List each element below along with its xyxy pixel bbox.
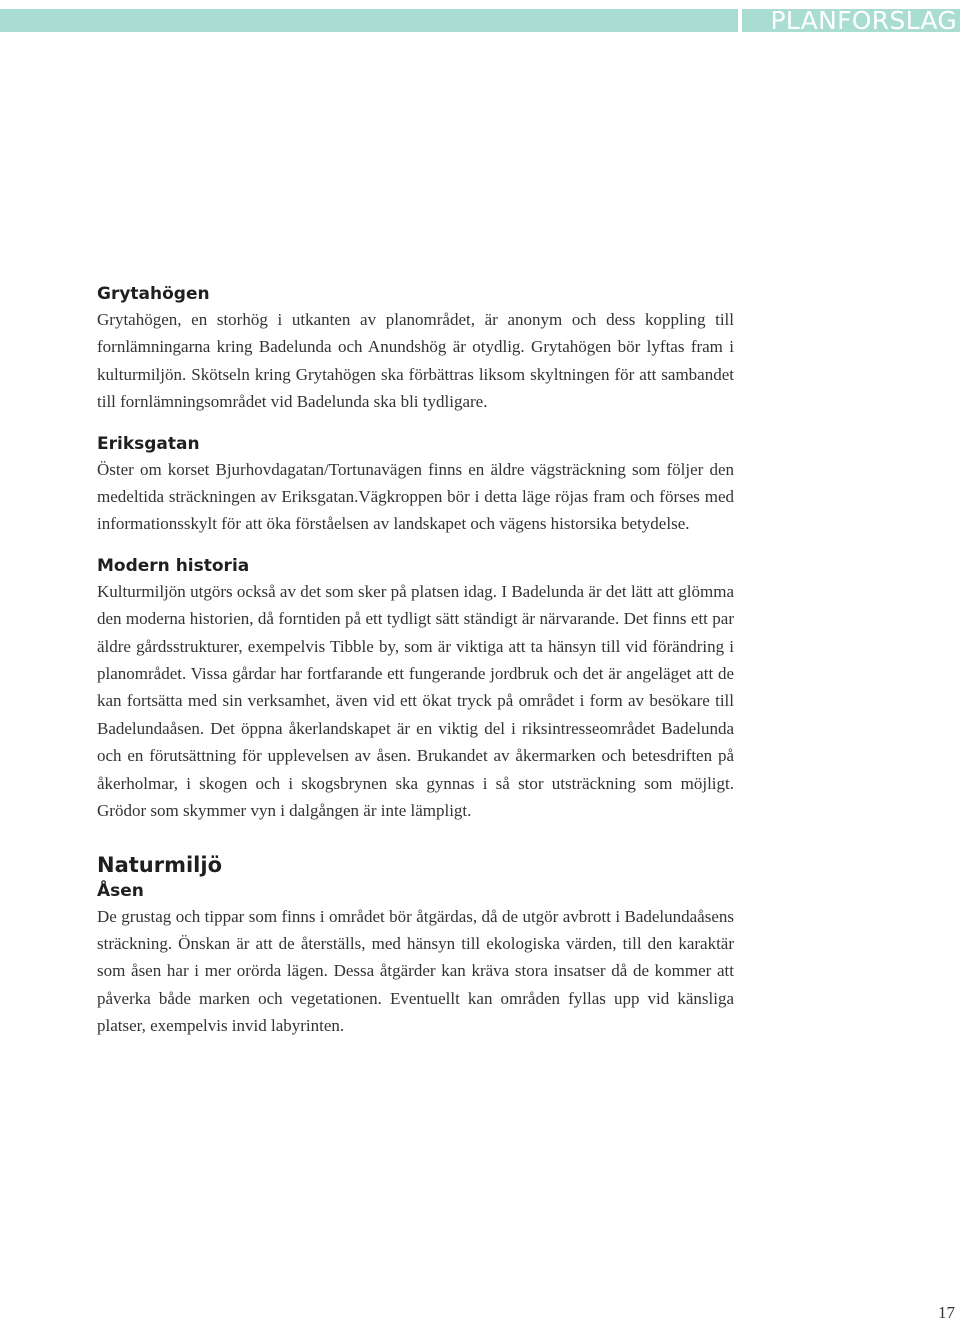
spacer [97,416,734,432]
heading-eriksgatan: Eriksgatan [97,433,200,454]
header-bar [0,9,738,32]
page-section-title: PLANFÖRSLAG [770,6,957,35]
main-content [97,282,734,1040]
paragraph-grytahogen: Grytahögen, en storhög i utkanten av planområdet, är anonym och dess koppling till fornlämningarna kring Badelunda och Anundshög är otydlig. Grytahögen bör lyftas fram i kulturmiljön. Skötseln kring Grytahögen ska förbättras liksom skyltningen för att sambandet till fornlämningsområdet vid Badelunda ska bli tydligare. [97,310,734,412]
page-number: 17 [938,1303,955,1322]
spacer [97,825,734,851]
heading-asen: Åsen [97,880,144,901]
heading-modern-historia: Modern historia [97,555,250,576]
paragraph-eriksgatan: Öster om korset Bjurhovdagatan/Tortunavägen finns en äldre vägsträckning som följer den medeltida sträckningen av Eriksgatan.Vägkroppen bör i detta läge röjas fram och förses med informationsskylt för att öka förståelsen av landskapet och vägens historsika betydelse. [97,459,734,534]
heading-grytahogen: Grytahögen [97,284,210,304]
paragraph-asen: De grustag och tippar som finns i området bör åtgärdas, då de utgör avbrott i Badelundaåsens sträckning. Önskan är att de återställs, med hänsyn till ekologiska värden, till den karaktär som åsen har i mer orörda lägen. Dessa åtgärder kan kräva stora insatser då de kommer att påverka både marken och vegetationen. Eventuellt kan områden fyllas upp vid känsliga platser, exempelvis invid labyrinten. [97,906,734,1036]
paragraph-modern-historia: Kulturmiljön utgörs också av det som sker på platsen idag. I Badelunda är det lätt att glömma den moderna historien, då forntiden på ett tydligt sätt ständigt är närvarande. Det finns ett par äldre gårdsstrukturer, exempelvis Tibble by, som är viktiga att ta hänsyn till vid förändring i planområdet. Vissa gårdar har fortfarande ett fungerande jordbruk och det är angeläget att de kan fortsätta med sin verksamhet, även vid ett ökat tryck på området i form av besökare till Badelundaåsen. Det öppna åkerlandskapet är en viktig del i riksintresseområdet Badelunda och en förutsättning för upplevelsen av åsen. Brukandet av åkermarken och betesdriften på åkerholmar, i skogen och i skogsbrynen ska gynnas i så stor utsträckning som möjligt. Grödor som skymmer vyn i dalgången är inte lämpligt. [97,581,734,821]
heading-naturmiljo: Naturmiljö [97,852,222,877]
spacer [97,538,734,554]
